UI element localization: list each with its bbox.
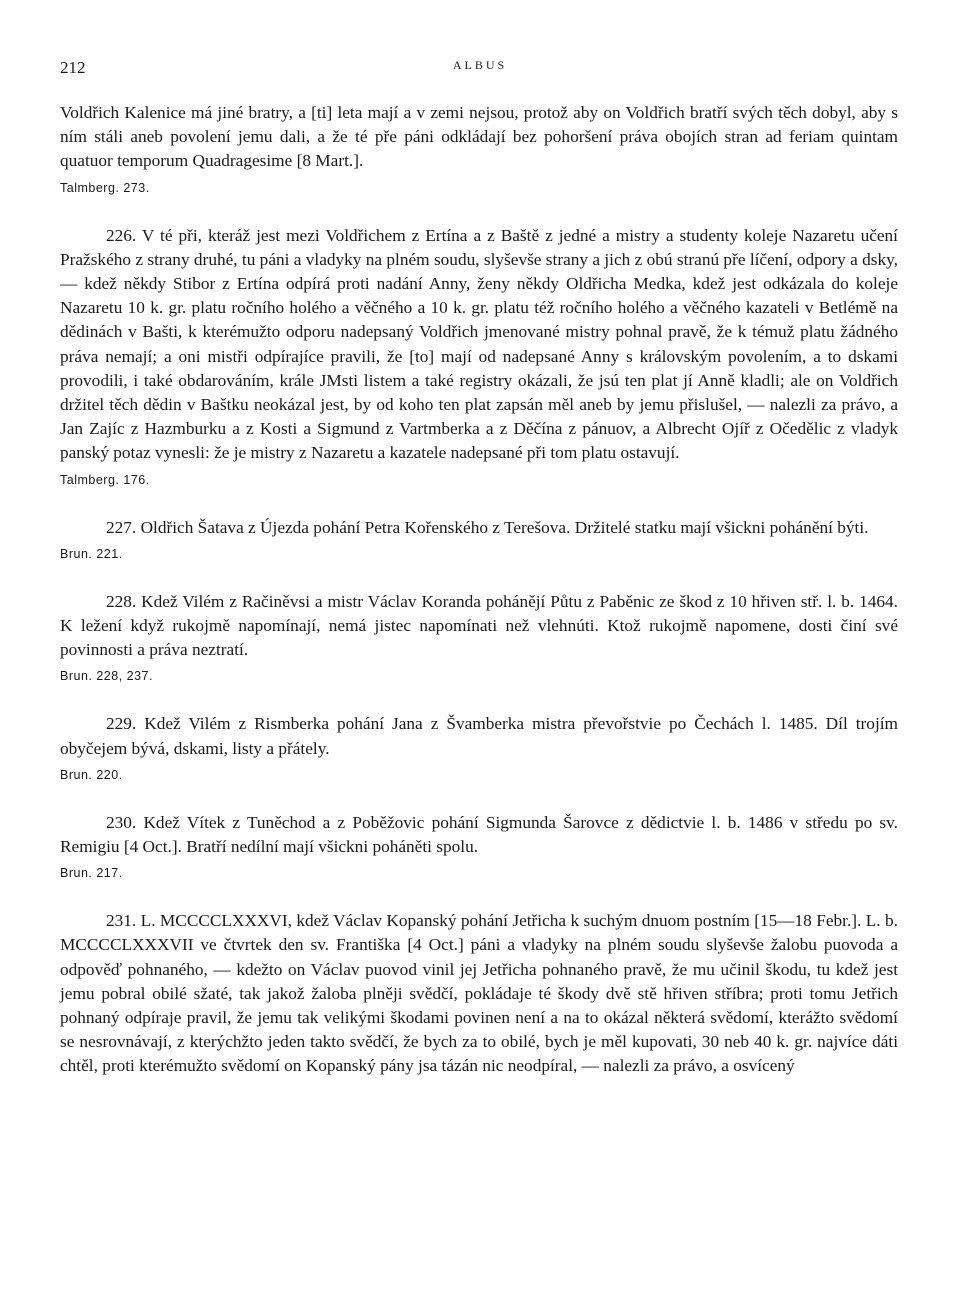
entry-231 (60, 909, 898, 1078)
entry-228 (60, 590, 898, 689)
page-body (60, 101, 898, 1079)
running-head: ALBUS (452, 58, 508, 72)
entry-text: 230. Kdež Vítek z Tuněchod a z Poběžovic pohání Sigmunda Šarovce z dědictvie l. b. 1486 v středu po sv. Remigiu [4 Oct.]. Bratří nedílní mají všickni poháněti spolu. (60, 812, 898, 857)
source-citation: Brun. 221. (60, 546, 123, 561)
source-citation: Brun. 217. (60, 866, 123, 881)
source-citation: Talmberg. 176. (60, 472, 150, 487)
source-citation: Brun. 228, 237. (60, 669, 153, 684)
entry-continued (60, 101, 898, 200)
entry-text: 228. Kdež Vilém z Račiněvsi a mistr Václav Koranda pohánějí Půtu z Paběnic ze škod z 10 hřiven stř. l. b. 1464. K ležení když rukojmě napomínají, nemá jistec napomínati než vlehnúti. Ktož rukojmě napomene, dosti činí své povinnosti a práva neztratí. (60, 591, 898, 660)
entry-text: 226. V té při, kteráž jest mezi Voldřichem z Ertína a z Baště z jedné a mistry a studenty koleje Nazaretu učení Pražského z strany druhé, tu páni a vladyky na plném soudu, slyševše strany a jich z obú stranú pře líčení, odpory a dsky, — kdež někdy Stibor z Ertína odpírá proti nadání Anny, ženy někdy Oldřicha Medka, kdež jest odkázala do koleje Nazaretu 10 k. gr. platu ročního holého a věčného a 10 k. gr. platu též ročního holého a věčného kazateli v Betlémě na dědinách v Bašti, k kterémužto odporu nadepsaný Voldřich jmenované mistry pohnal pravě, že k témuž platu žádného práva nemají; a oni mistři odpírajíce pravili, že [to] mají od nadepsané Anny s královským povolením, a to dskami provodili, i také obdarováním, krále JMsti listem a také registry okázali, že jsú ten plat jí Anně kladli; ale on Voldřich držitel těch dědin v Baštku neokázal jest, by od koho ten plat zapsán měl aneb by jemu přislušel, — nalezli za právo, a Jan Zajíc z Hazmburku a z Kosti a Sigmund z Vartmberka a z Děčína z pánuov, a Albrecht Ojíř z Očedělic z vladyk panský potaz vynesli: že je mistry z Nazaretu a kazatele nadepsané při tom platu ostavují. (60, 225, 898, 463)
entry-229 (60, 712, 898, 786)
entry-text: 231. L. MCCCCLXXXVI, kdež Václav Kopanský pohání Jetřicha k suchým dnuom postním [15—18 Febr.]. L. b. MCCCCLXXXVII ve čtvrtek den sv. Františka [4 Oct.] páni a vladyky na plném soudu slyševše žalobu puovoda a odpověď pohnaného, — kdežto on Václav puovod vinil jej Jetřicha pohnaného pravě, že mu učinil škodu, tu kdež jest jemu pobral obilé sžaté, tak jakož žaloba plněji svědčí, pokládaje té škody dvě stě hřiven stříbra; proti tomu Jetřich pohnaný odpíraje pravil, že jemu tak velikými škodami povinen není a na to okázal některá svědomí, kterážto svědomí se nesrovnávají, z kterýchžto jeden takto svědčí, že bych za to obilé, bych je měl kupovati, 30 neb 40 k. gr. najvíce dáti chtěl, proti kterémužto svědomí on Kopanský pány jsa tázán nic neodpíral, — nalezli za právo, a osvícený (60, 911, 898, 1076)
source-citation: Talmberg. 273. (60, 180, 150, 195)
entry-226 (60, 224, 898, 492)
source-citation: Brun. 220. (60, 767, 123, 782)
entry-text: Voldřich Kalenice má jiné bratry, a [ti] leta mají a v zemi nejsou, protož aby on Voldřich bratří svých těch dobyl, aby s ním stáli aneb povolení jemu dali, a že té pře páni odkládají bez pohoršení práva obojích stran ad feriam quintam quatuor temporum Quadragesime [8 Mart.]. (60, 103, 898, 171)
entry-text: 229. Kdež Vilém z Rismberka pohání Jana z Švamberka mistra převořstvie po Čechách l. 1485. Díl trojím obyčejem bývá, dskami, listy a přátely. (60, 714, 898, 758)
entry-230 (60, 811, 898, 885)
entry-text: 227. Oldřich Šatava z Újezda pohání Petra Kořenského z Terešova. Držitelé statku mají všickni pohánění býti. (106, 517, 869, 537)
page-number: 212 (60, 58, 86, 77)
entry-227 (60, 516, 898, 566)
